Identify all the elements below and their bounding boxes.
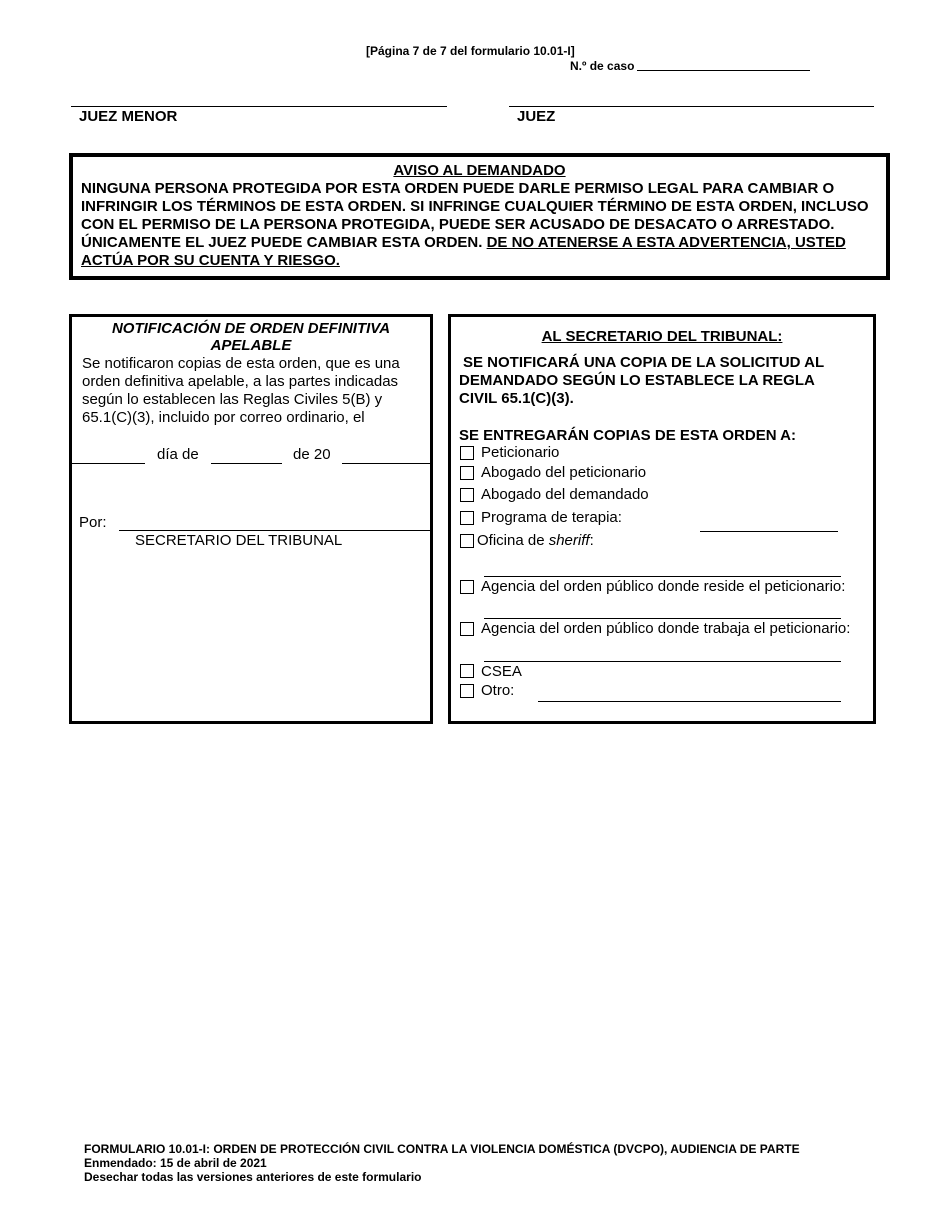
month-field[interactable] — [211, 463, 282, 464]
minor-judge-signature-line[interactable] — [71, 106, 447, 107]
respondent-attorney-label: Abogado del demandado — [481, 486, 649, 503]
sheriff-office-checkbox[interactable] — [460, 534, 474, 548]
page-label: [Página 7 de 7 del formulario 10.01-I] — [366, 44, 575, 58]
petitioner-label: Peticionario — [481, 444, 560, 461]
notice-warning: DE NO ATENERSE A ESTA ADVERTENCIA, USTED ACTÚA POR SU CUENTA Y RIESGO. — [81, 234, 846, 269]
case-number-label: N.º de caso — [570, 59, 635, 73]
residence-agency-label: Agencia del orden público donde reside el peticionario: — [481, 578, 846, 595]
final-order-notification-box — [69, 314, 433, 724]
notification-body-line: Se notificaron copias de esta orden, que es una — [82, 355, 400, 372]
petitioner-attorney-checkbox[interactable] — [460, 466, 474, 480]
other-field[interactable] — [538, 701, 841, 702]
day-of-label: día de — [157, 446, 199, 463]
work-agency-label: Agencia del orden público donde trabaja el peticionario: — [481, 620, 851, 637]
residence-agency-checkbox[interactable] — [460, 580, 474, 594]
case-number-field[interactable] — [637, 70, 810, 71]
notification-body-line: 65.1(C)(3), incluido por correo ordinario, el — [82, 409, 365, 426]
clerk-title: AL SECRETARIO DEL TRIBUNAL: — [541, 328, 783, 345]
therapy-program-field[interactable] — [700, 531, 838, 532]
notification-body — [82, 355, 400, 427]
petitioner-attorney-label: Abogado del peticionario — [481, 464, 647, 481]
sheriff-word: sheriff — [548, 532, 590, 549]
day-field[interactable] — [72, 463, 145, 464]
clerk-label: SECRETARIO DEL TRIBUNAL — [135, 532, 343, 549]
notice-title: AVISO AL DEMANDADO — [393, 162, 566, 179]
residence-agency-field[interactable] — [484, 576, 841, 577]
by-label: Por: — [79, 514, 107, 531]
clerk-signature-line[interactable] — [119, 530, 430, 531]
sheriff-prefix: Oficina de — [477, 532, 549, 549]
service-instructions — [459, 354, 824, 408]
therapy-program-label: Programa de terapia: — [481, 509, 622, 526]
other-checkbox[interactable] — [460, 684, 474, 698]
footer-amended: Enmendado: 15 de abril de 2021 — [84, 1156, 267, 1170]
csea-field[interactable] — [484, 661, 841, 662]
notice-body-text: NINGUNA PERSONA PROTEGIDA POR ESTA ORDEN PUEDE DARLE PERMISO LEGAL PARA CAMBIAR O INFRINGIR LOS TÉRMINOS DE ESTA ORDEN. SI INFRINGE CUALQUIER TÉRMINO DE ESTA ORDEN, INCLUSO CON EL PERMISO DE LA PERSONA PROTEGIDA, PUEDE SER ACUSADO DE DESACATO O ARRESTADO. ÚNICAMENTE EL JUEZ PUEDE CAMBIAR ESTA ORDEN. — [81, 180, 869, 251]
notification-body-line: orden definitiva apelable, a las partes indicadas — [82, 373, 399, 390]
petitioner-checkbox[interactable] — [460, 446, 474, 460]
respondent-attorney-checkbox[interactable] — [460, 488, 474, 502]
notification-title-line1: NOTIFICACIÓN DE ORDEN DEFINITIVA — [111, 320, 391, 337]
work-agency-checkbox[interactable] — [460, 622, 474, 636]
csea-checkbox[interactable] — [460, 664, 474, 678]
csea-label: CSEA — [481, 663, 522, 680]
notification-title — [72, 320, 430, 354]
notification-title-line2: APELABLE — [210, 337, 292, 354]
service-instruction-line: SE NOTIFICARÁ UNA COPIA DE LA SOLICITUD AL — [463, 354, 825, 371]
service-instruction-line: DEMANDADO SEGÚN LO ESTABLECE LA REGLA — [459, 372, 815, 389]
clerk-instructions-box — [448, 314, 876, 724]
notice-body — [81, 180, 878, 270]
therapy-program-checkbox[interactable] — [460, 511, 474, 525]
other-label: Otro: — [481, 682, 515, 699]
service-instruction-line: CIVIL 65.1(C)(3). — [459, 390, 574, 407]
form-footer — [84, 1142, 800, 1184]
judge-label: JUEZ — [517, 108, 556, 125]
year-field[interactable] — [342, 463, 430, 464]
work-agency-field[interactable] — [484, 618, 841, 619]
notice-to-respondent-box — [69, 153, 890, 280]
notification-body-line: según lo establecen las Reglas Civiles 5(B) y — [82, 391, 383, 408]
footer-form-line: FORMULARIO 10.01-I: ORDEN DE PROTECCIÓN CIVIL CONTRA LA VIOLENCIA DOMÉSTICA (DVCPO), AUDIENCIA DE PARTE — [84, 1142, 800, 1156]
sheriff-office-label — [477, 532, 594, 549]
year-prefix-label: de 20 — [293, 446, 331, 463]
footer-discard: Desechar todas las versiones anteriores de este formulario — [84, 1170, 422, 1184]
copies-heading: SE ENTREGARÁN COPIAS DE ESTA ORDEN A: — [459, 427, 796, 444]
judge-signature-line[interactable] — [509, 106, 874, 107]
sheriff-suffix: : — [589, 532, 594, 549]
minor-judge-label: JUEZ MENOR — [79, 108, 178, 125]
